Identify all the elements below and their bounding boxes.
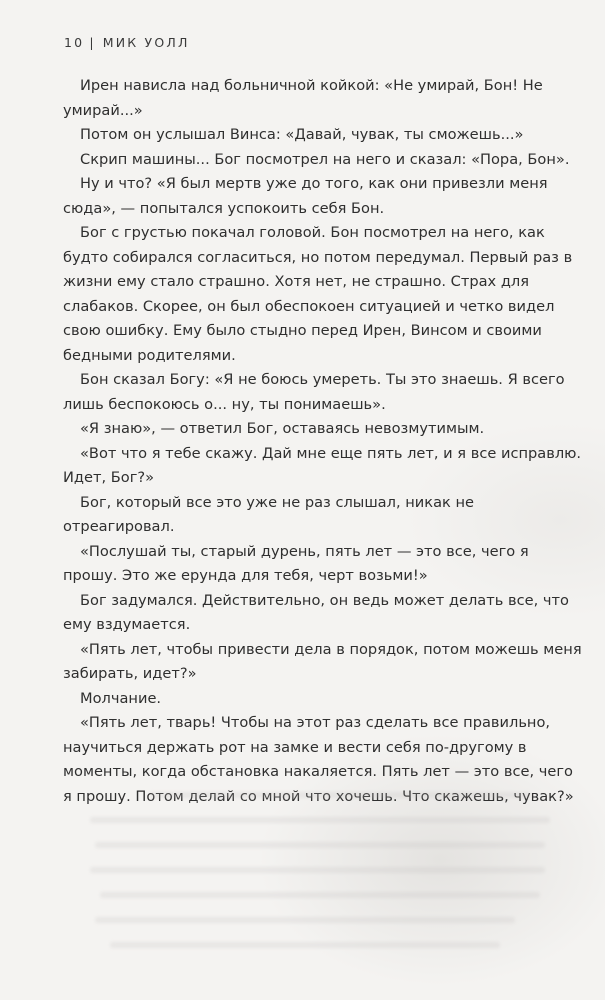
header-separator: | — [89, 35, 96, 50]
paragraph: «Вот что я тебе скажу. Дай мне еще пять лет, и я все исправлю. Идет, Бог?» — [63, 444, 582, 486]
show-through-line — [110, 942, 500, 948]
paragraph: Молчание. — [80, 689, 162, 707]
show-through-line — [95, 842, 545, 848]
show-through-line — [100, 892, 540, 898]
running-head — [64, 35, 190, 50]
paragraph: Бог, который все это уже не раз слышал, никак не отреагировал. — [63, 493, 474, 535]
page-number: 10 — [64, 35, 85, 50]
paragraph: Скрип машины... Бог посмотрел на него и сказал: «Пора, Бон». — [80, 150, 570, 168]
body-text — [63, 74, 583, 809]
paragraph: Ирен нависла над больничной койкой: «Не умирай, Бон! Не умирай...» — [63, 77, 543, 119]
paragraph: Бон сказал Богу: «Я не боюсь умереть. Ты это знаешь. Я всего лишь беспокоюсь о... ну, ты понимаешь». — [63, 371, 565, 413]
paragraph: Бог задумался. Действительно, он ведь может делать все, что ему вздумается. — [63, 591, 569, 633]
author-name: МИК УОЛЛ — [102, 35, 190, 50]
paragraph: Ну и что? «Я был мертв уже до того, как они привезли меня сюда», — попытался успокоить себя Бон. — [63, 175, 548, 217]
show-through-line — [150, 792, 530, 798]
paragraph: Потом он услышал Винса: «Давай, чувак, ты сможешь...» — [80, 126, 524, 143]
paragraph: «Пять лет, тварь! Чтобы на этот раз сделать все правильно, научиться держать рот на замке и вести себя по-другому в моменты, когда обстановка накаляется. Пять лет — это все, чего я прошу. Потом делай со мной что хочешь. Что скажешь, чувак?» — [63, 714, 574, 805]
show-through-line — [90, 817, 550, 823]
paragraph: «Послушай ты, старый дурень, пять лет — это все, чего я прошу. Это же ерунда для тебя, черт возьми!» — [63, 542, 529, 584]
show-through-line — [90, 867, 545, 873]
paragraph: Бог с грустью покачал головой. Бон посмотрел на него, как будто собирался согласиться, но потом передумал. Первый раз в жизни ему стало страшно. Хотя нет, не страшно. Страх для слабаков. Скорее, он был обеспокоен ситуацией и четко видел свою ошибку. Ему было стыдно перед Ирен, Винсом и своими бедными родителями. — [63, 224, 573, 364]
paragraph: «Я знаю», — ответил Бог, оставаясь невозмутимым. — [80, 420, 485, 437]
show-through-line — [95, 917, 515, 923]
paragraph: «Пять лет, чтобы привести дела в порядок, потом можешь меня забирать, идет?» — [63, 640, 582, 682]
